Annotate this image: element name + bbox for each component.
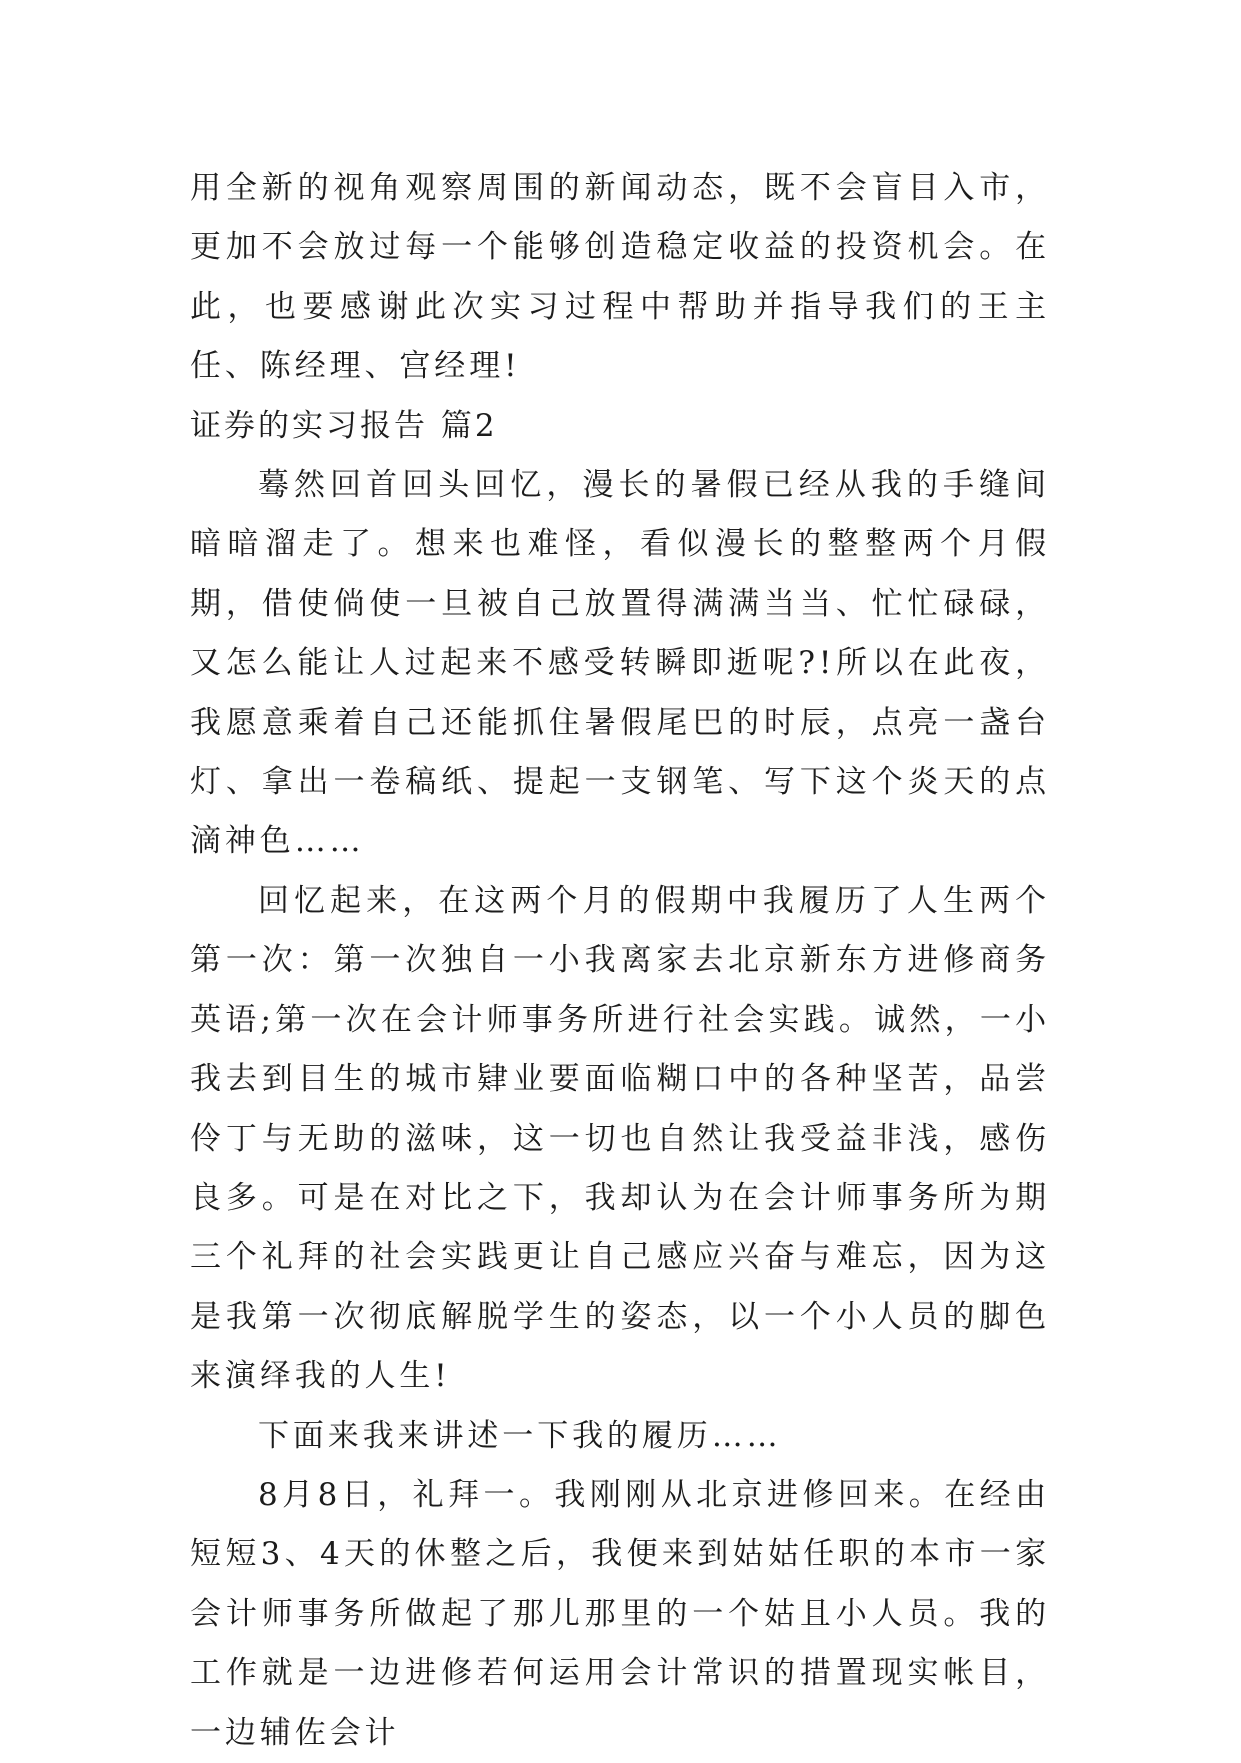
paragraph: 回忆起来，在这两个月的假期中我履历了人生两个第一次：第一次独自一小我离家去北京新东方进修商务英语;第一次在会计师事务所进行社会实践。诚然，一小我去到目生的城市肄业要面临糊口中的各种坚苦，品尝伶丁与无助的滋味，这一切也自然让我受益非浅，感伤良多。可是在对比之下，我却认为在会计师事务所为期三个礼拜的社会实践更让自己感应兴奋与难忘，因为这是我第一次彻底解脱学生的姿态，以一个小人员的脚色来演绎我的人生! bbox=[190, 882, 1050, 1395]
paragraph: 蓦然回首回头回忆，漫长的暑假已经从我的手缝间暗暗溜走了。想来也难怪，看似漫长的整整两个月假期，借使倘使一旦被自己放置得满满当当、忙忙碌碌，又怎么能让人过起来不感受转瞬即逝呢?!所以在此夜，我愿意乘着自己还能抓住暑假尾巴的时辰，点亮一盏台灯、拿出一卷稿纸、提起一支钢笔、写下这个炎天的点滴神色…… bbox=[190, 467, 1050, 860]
section-heading: 证券的实习报告 篇2 bbox=[190, 407, 498, 444]
paragraph: 下面来我来讲述一下我的履历…… bbox=[258, 1417, 782, 1454]
document-body bbox=[190, 159, 1050, 1763]
paragraph: 8月8日，礼拜一。我刚刚从北京进修回来。在经由短短3、4天的休整之后，我便来到姑姑任职的本市一家会计师事务所做起了那儿那里的一个姑且小人员。我的工作就是一边进修若何运用会计常识的措置现实帐目，一边辅佐会计 bbox=[190, 1476, 1050, 1751]
paragraph-continuation: 用全新的视角观察周围的新闻动态，既不会盲目入市，更加不会放过每一个能够创造稳定收益的投资机会。在此，也要感谢此次实习过程中帮助并指导我们的王主任、陈经理、宫经理! bbox=[190, 170, 1050, 385]
